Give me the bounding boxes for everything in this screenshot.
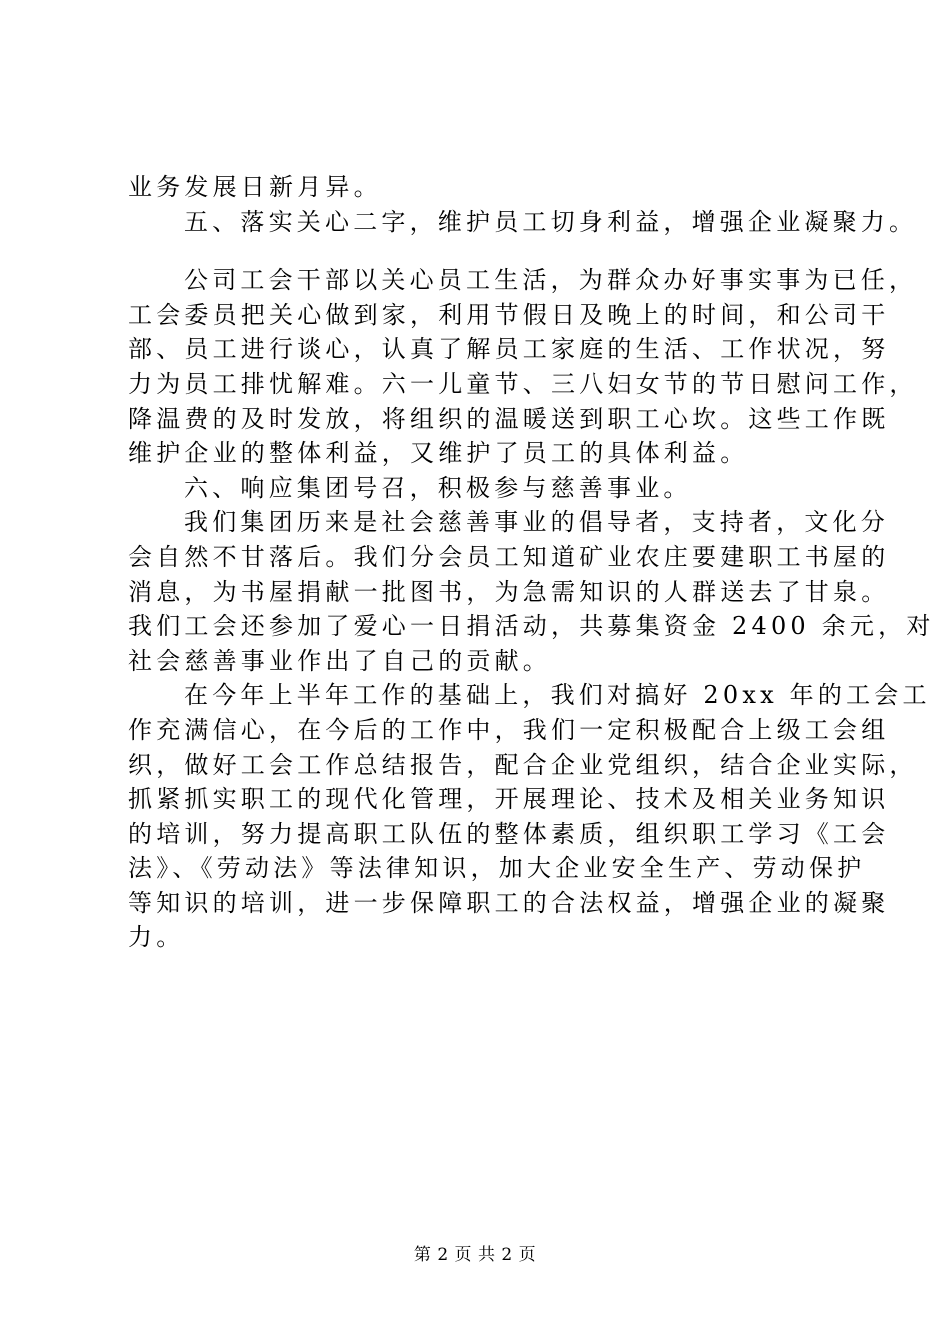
paragraph-line: 公司工会干部以关心员工生活，为群众办好事实事为已任， (184, 266, 918, 295)
paragraph-line: 工会委员把关心做到家，利用节假日及晚上的时间，和公司干 (128, 300, 890, 329)
paragraph-gap (128, 239, 828, 263)
paragraph-line: 抓紧抓实职工的现代化管理，开展理论、技术及相关业务知识 (128, 785, 890, 814)
paragraph-line: 社会慈善事业作出了自己的贡献。 (128, 646, 551, 675)
paragraph-line: 织，做好工会工作总结报告，配合企业党组织，结合企业实际， (128, 750, 918, 779)
paragraph-line: 我们工会还参加了爱心一日捐活动，共募集资金 2400 余元，对 (128, 612, 935, 641)
section-heading-5: 五、落实关心二字，维护员工切身利益，增强企业凝聚力。 (184, 207, 918, 236)
paragraph-line: 消息，为书屋捐献一批图书，为急需知识的人群送去了甘泉。 (128, 577, 890, 606)
paragraph-line: 我们集团历来是社会慈善事业的倡导者，支持者，文化分 (184, 508, 889, 537)
paragraph-line: 力为员工排忧解难。六一儿童节、三八妇女节的节日慰问工作， (128, 369, 918, 398)
paragraph-line: 力。 (128, 923, 185, 952)
document-body (128, 170, 935, 955)
paragraph-line: 作充满信心，在今后的工作中，我们一定积极配合上级工会组 (128, 715, 890, 744)
paragraph-line: 维护企业的整体利益，又维护了员工的具体利益。 (128, 439, 749, 468)
paragraph-line: 业务发展日新月异。 (128, 173, 382, 201)
paragraph-line: 的培训，努力提高职工队伍的整体素质，组织职工学习《工会 (128, 819, 890, 848)
page-number-footer: 第 2 页 共 2 页 (413, 1245, 537, 1265)
paragraph-line: 会自然不甘落后。我们分会员工知道矿业农庄要建职工书屋的 (128, 542, 890, 571)
paragraph-line: 部、员工进行谈心，认真了解员工家庭的生活、工作状况，努 (128, 335, 890, 364)
paragraph-line: 等知识的培训，进一步保障职工的合法权益，增强企业的凝聚 (128, 888, 890, 917)
section-heading-6: 六、响应集团号召，积极参与慈善事业。 (184, 473, 692, 502)
paragraph-line: 法》、《劳动法》等法律知识，加大企业安全生产、劳动保护 (128, 854, 866, 883)
paragraph-line: 在今年上半年工作的基础上，我们对搞好 20xx 年的工会工 (184, 681, 931, 710)
paragraph-line: 降温费的及时发放，将组织的温暖送到职工心坎。这些工作既 (128, 404, 890, 433)
